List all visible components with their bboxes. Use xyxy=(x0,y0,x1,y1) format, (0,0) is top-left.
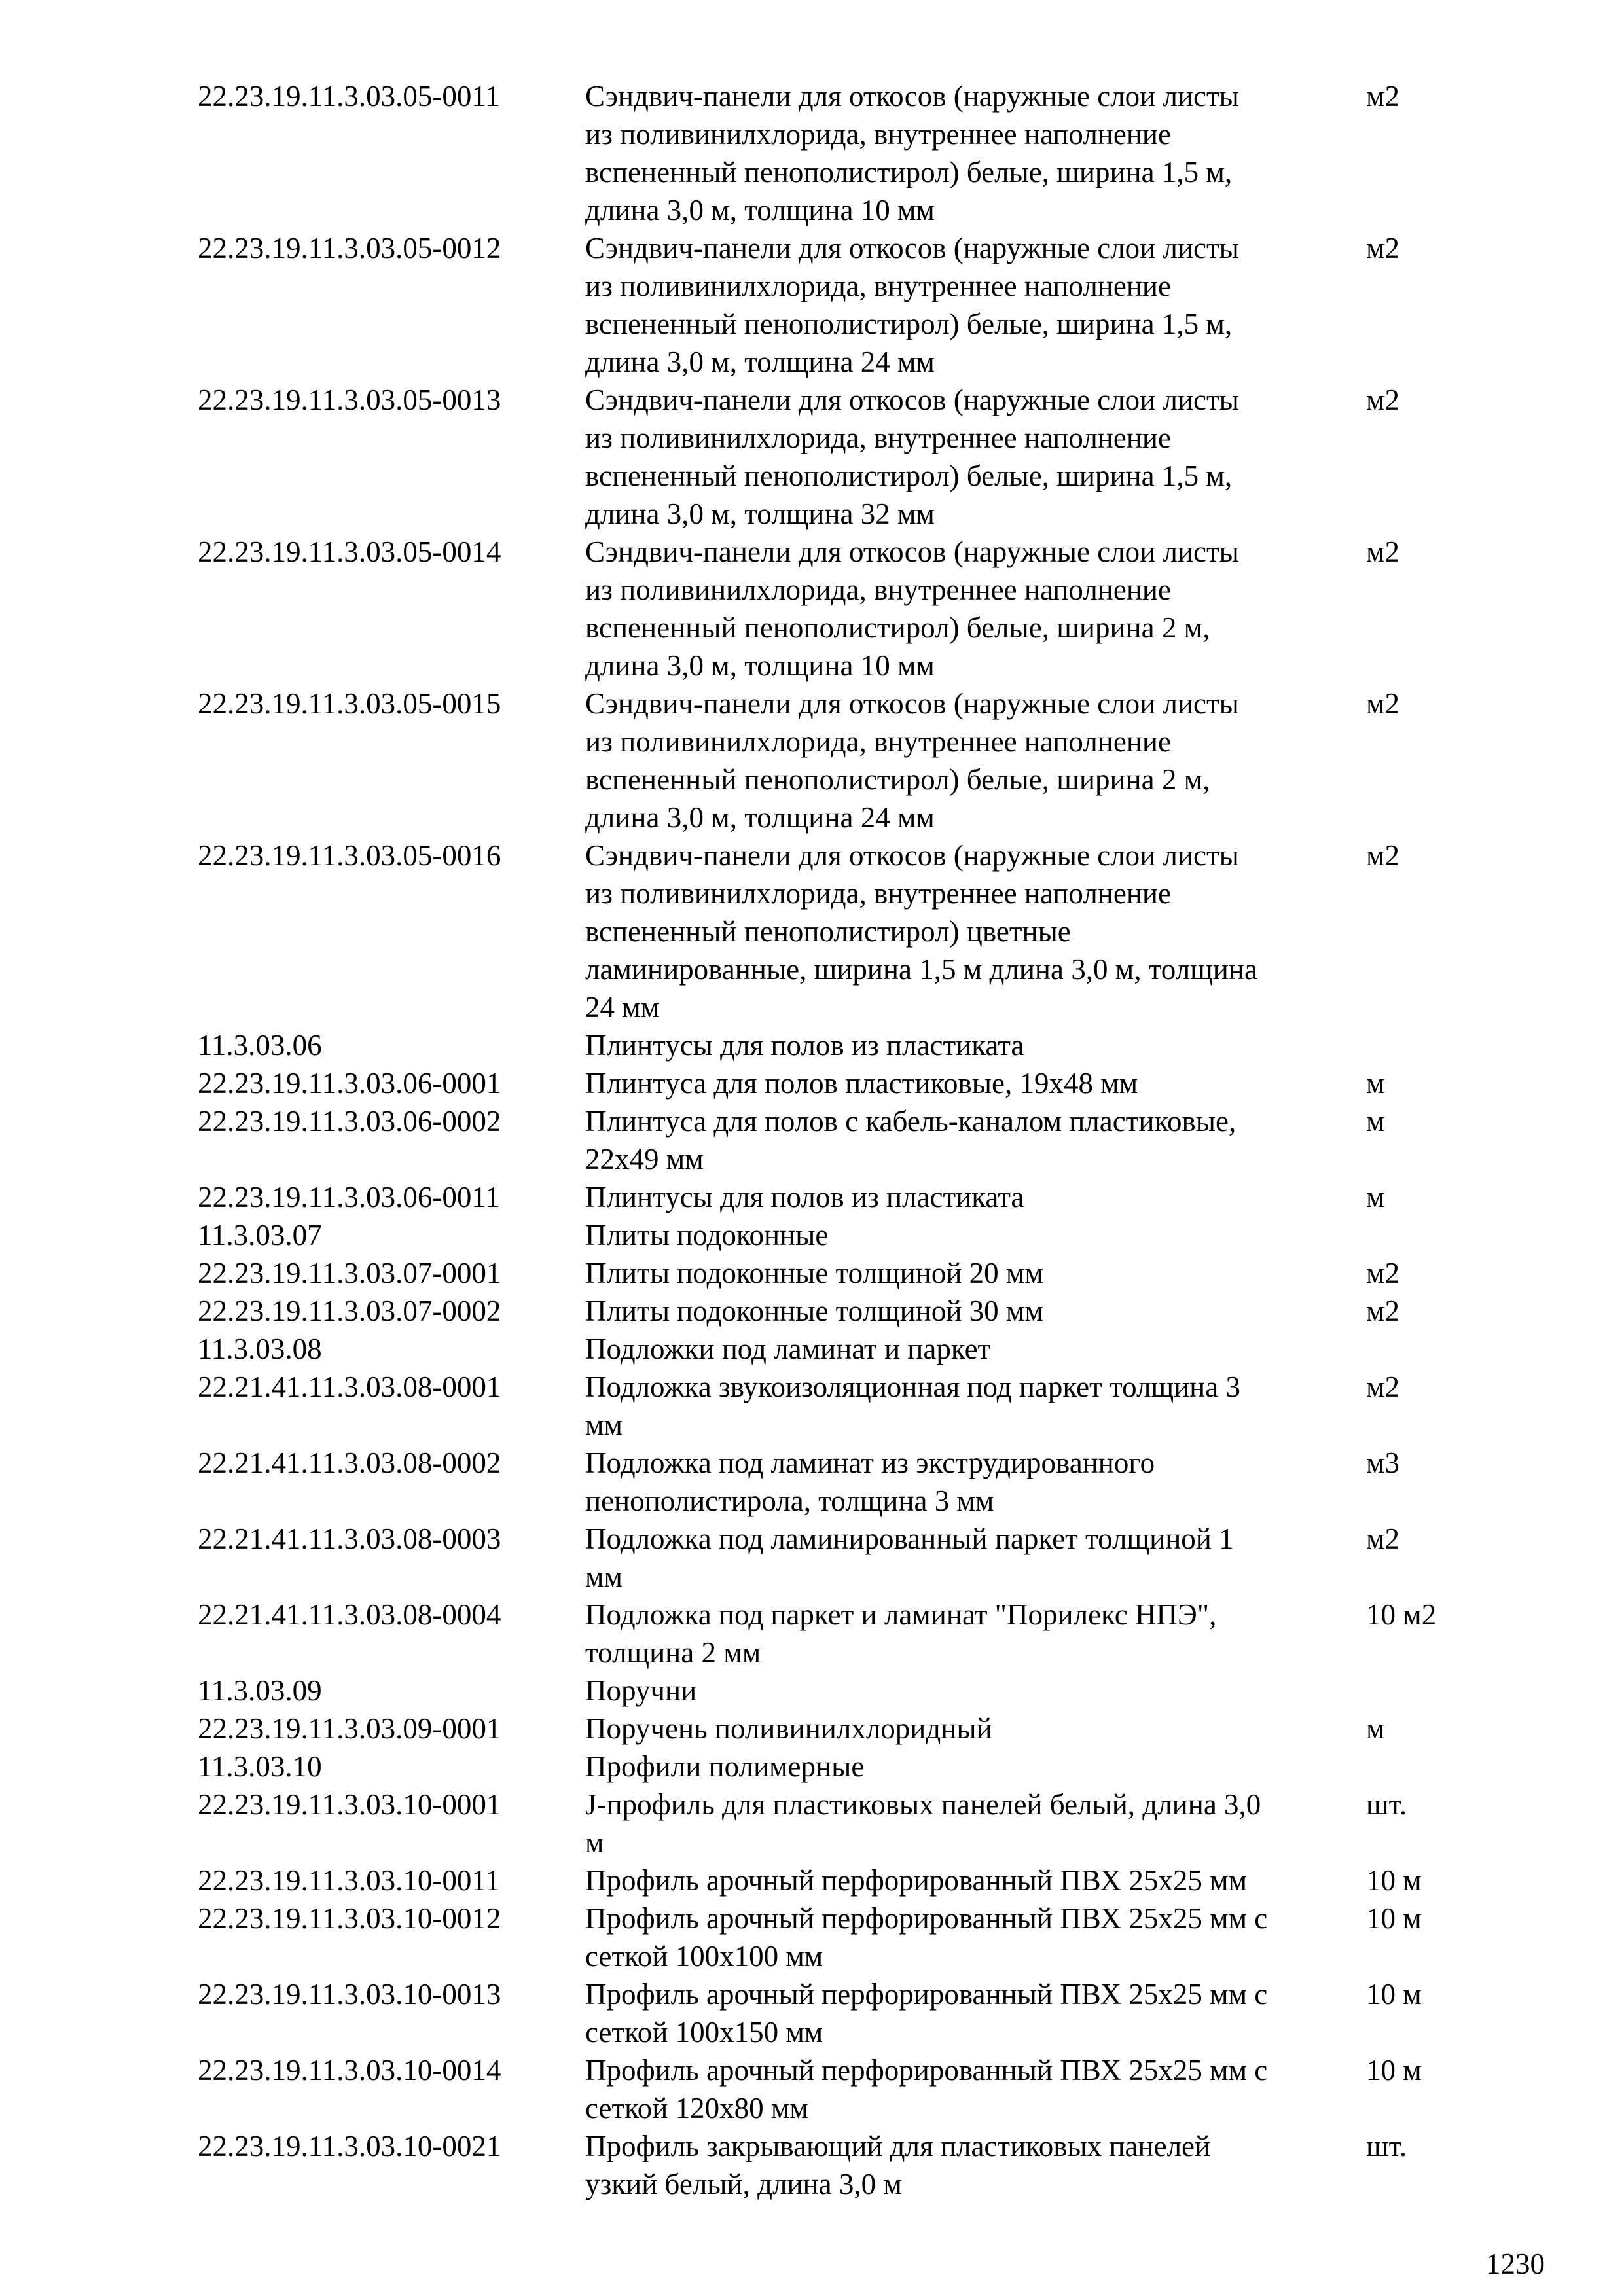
resource-description: Профиль арочный перфорированный ПВХ 25x25 мм с сеткой 100x150 мм xyxy=(585,1978,1268,2049)
table-row xyxy=(0,685,1624,836)
resource-code: 11.3.03.10 xyxy=(198,1750,322,1783)
resource-description: Профиль арочный перфорированный ПВХ 25x25 мм с сеткой 100x100 мм xyxy=(585,1902,1268,1973)
resource-code: 11.3.03.09 xyxy=(198,1674,322,1707)
table-row xyxy=(0,77,1624,229)
table-row xyxy=(0,1368,1624,1444)
table-row xyxy=(0,533,1624,685)
unit-of-measure: м2 xyxy=(1366,535,1399,568)
table-row xyxy=(0,1178,1624,1216)
table-row xyxy=(0,1292,1624,1330)
unit-of-measure: м xyxy=(1366,1712,1385,1745)
unit-of-measure: м2 xyxy=(1366,232,1399,264)
resource-code: 22.21.41.11.3.03.08-0003 xyxy=(198,1522,501,1555)
unit-of-measure: м2 xyxy=(1366,1257,1399,1289)
price-list-table xyxy=(0,77,1624,2203)
unit-of-measure: 10 м xyxy=(1366,2054,1422,2087)
table-row xyxy=(0,1748,1624,1785)
resource-code: 22.21.41.11.3.03.08-0004 xyxy=(198,1598,501,1631)
table-row xyxy=(0,1520,1624,1596)
table-row xyxy=(0,1785,1624,1861)
resource-description: Плиты подоконные xyxy=(585,1219,829,1251)
table-row xyxy=(0,2051,1624,2127)
table-row xyxy=(0,1710,1624,1748)
resource-code: 22.23.19.11.3.03.05-0016 xyxy=(198,839,501,872)
resource-code: 11.3.03.07 xyxy=(198,1219,322,1251)
table-row xyxy=(0,1330,1624,1368)
resource-description: Плинтуса для полов пластиковые, 19x48 мм xyxy=(585,1067,1138,1100)
table-row xyxy=(0,1975,1624,2051)
resource-description: Сэндвич-панели для откосов (наружные слои листы из поливинилхлорида, внутреннее наполнение вспененный пенополистирол) цветные ламинированные, ширина 1,5 м длина 3,0 м, толщина 24 мм xyxy=(585,839,1257,1024)
unit-of-measure: м2 xyxy=(1366,1371,1399,1403)
unit-of-measure: м2 xyxy=(1366,384,1399,416)
table-row xyxy=(0,1444,1624,1520)
resource-code: 22.23.19.11.3.03.06-0002 xyxy=(198,1105,501,1138)
unit-of-measure: м2 xyxy=(1366,1295,1399,1327)
unit-of-measure: м xyxy=(1366,1181,1385,1213)
table-row xyxy=(0,1596,1624,1672)
table-row xyxy=(0,1861,1624,1899)
resource-code: 22.21.41.11.3.03.08-0001 xyxy=(198,1371,501,1403)
resource-code: 22.23.19.11.3.03.10-0011 xyxy=(198,1864,500,1897)
resource-description: Плиты подоконные толщиной 30 мм xyxy=(585,1295,1043,1327)
resource-code: 22.23.19.11.3.03.10-0012 xyxy=(198,1902,501,1935)
unit-of-measure: 10 м xyxy=(1366,1978,1422,2011)
unit-of-measure: м3 xyxy=(1366,1446,1399,1479)
unit-of-measure: 10 м xyxy=(1366,1902,1422,1935)
unit-of-measure: шт. xyxy=(1366,2130,1407,2162)
resource-code: 22.23.19.11.3.03.06-0001 xyxy=(198,1067,501,1100)
resource-description: Сэндвич-панели для откосов (наружные слои листы из поливинилхлорида, внутреннее наполнение вспененный пенополистирол) белые, ширина 1,5 м, длина 3,0 м, толщина 24 мм xyxy=(585,232,1239,378)
resource-code: 22.21.41.11.3.03.08-0002 xyxy=(198,1446,501,1479)
resource-code: 22.23.19.11.3.03.07-0002 xyxy=(198,1295,501,1327)
resource-description: Подложка под ламинат из экструдированного пенополистирола, толщина 3 мм xyxy=(585,1446,1155,1517)
resource-code: 22.23.19.11.3.03.05-0014 xyxy=(198,535,501,568)
resource-description: Подложка под ламинированный паркет толщиной 1 мм xyxy=(585,1522,1234,1593)
table-row xyxy=(0,1026,1624,1064)
table-row xyxy=(0,229,1624,381)
resource-code: 22.23.19.11.3.03.10-0001 xyxy=(198,1788,501,1821)
table-row xyxy=(0,2127,1624,2203)
resource-description: Сэндвич-панели для откосов (наружные слои листы из поливинилхлорида, внутреннее наполнение вспененный пенополистирол) белые, ширина 1,5 м, длина 3,0 м, толщина 10 мм xyxy=(585,80,1239,226)
unit-of-measure: шт. xyxy=(1366,1788,1407,1821)
resource-code: 22.23.19.11.3.03.05-0013 xyxy=(198,384,501,416)
resource-description: Подложки под ламинат и паркет xyxy=(585,1333,991,1365)
resource-description: Плиты подоконные толщиной 20 мм xyxy=(585,1257,1043,1289)
resource-description: Поручни xyxy=(585,1674,697,1707)
resource-description: Профиль закрывающий для пластиковых панелей узкий белый, длина 3,0 м xyxy=(585,2130,1211,2200)
resource-description: Подложка звукоизоляционная под паркет толщина 3 мм xyxy=(585,1371,1240,1441)
resource-code: 22.23.19.11.3.03.05-0011 xyxy=(198,80,500,113)
unit-of-measure: м2 xyxy=(1366,687,1399,720)
unit-of-measure: 10 м2 xyxy=(1366,1598,1437,1631)
table-row xyxy=(0,1064,1624,1102)
unit-of-measure: м xyxy=(1366,1105,1385,1138)
unit-of-measure: м2 xyxy=(1366,1522,1399,1555)
resource-code: 22.23.19.11.3.03.07-0001 xyxy=(198,1257,501,1289)
resource-description: Сэндвич-панели для откосов (наружные слои листы из поливинилхлорида, внутреннее наполнение вспененный пенополистирол) белые, ширина 2 м, длина 3,0 м, толщина 10 мм xyxy=(585,535,1239,682)
table-row xyxy=(0,836,1624,1026)
resource-code: 11.3.03.08 xyxy=(198,1333,322,1365)
resource-code: 22.23.19.11.3.03.09-0001 xyxy=(198,1712,501,1745)
unit-of-measure: м2 xyxy=(1366,80,1399,113)
unit-of-measure: м2 xyxy=(1366,839,1399,872)
table-row xyxy=(0,1216,1624,1254)
unit-of-measure: м xyxy=(1366,1067,1385,1100)
resource-description: Профили полимерные xyxy=(585,1750,865,1783)
page-number: 1230 xyxy=(1486,2248,1545,2280)
resource-description: Профиль арочный перфорированный ПВХ 25x25 мм xyxy=(585,1864,1248,1897)
resource-description: Профиль арочный перфорированный ПВХ 25x25 мм с сеткой 120x80 мм xyxy=(585,2054,1268,2125)
resource-description: J-профиль для пластиковых панелей белый, длина 3,0 м xyxy=(585,1788,1261,1859)
resource-code: 22.23.19.11.3.03.10-0021 xyxy=(198,2130,501,2162)
resource-code: 22.23.19.11.3.03.05-0015 xyxy=(198,687,501,720)
resource-code: 22.23.19.11.3.03.06-0011 xyxy=(198,1181,500,1213)
resource-code: 22.23.19.11.3.03.10-0013 xyxy=(198,1978,501,2011)
resource-description: Подложка под паркет и ламинат "Порилекс НПЭ", толщина 2 мм xyxy=(585,1598,1217,1669)
resource-code: 22.23.19.11.3.03.05-0012 xyxy=(198,232,501,264)
resource-description: Плинтусы для полов из пластиката xyxy=(585,1181,1024,1213)
resource-description: Сэндвич-панели для откосов (наружные слои листы из поливинилхлорида, внутреннее наполнение вспененный пенополистирол) белые, ширина 1,5 м, длина 3,0 м, толщина 32 мм xyxy=(585,384,1239,530)
resource-code: 11.3.03.06 xyxy=(198,1029,322,1062)
table-row xyxy=(0,1254,1624,1292)
resource-description: Сэндвич-панели для откосов (наружные слои листы из поливинилхлорида, внутреннее наполнение вспененный пенополистирол) белые, ширина 2 м, длина 3,0 м, толщина 24 мм xyxy=(585,687,1239,834)
resource-code: 22.23.19.11.3.03.10-0014 xyxy=(198,2054,501,2087)
resource-description: Плинтусы для полов из пластиката xyxy=(585,1029,1024,1062)
table-row xyxy=(0,1899,1624,1975)
resource-description: Поручень поливинилхлоридный xyxy=(585,1712,992,1745)
unit-of-measure: 10 м xyxy=(1366,1864,1422,1897)
resource-description: Плинтуса для полов с кабель-каналом пластиковые, 22x49 мм xyxy=(585,1105,1236,1175)
table-row xyxy=(0,381,1624,533)
table-row xyxy=(0,1102,1624,1178)
table-row xyxy=(0,1672,1624,1710)
